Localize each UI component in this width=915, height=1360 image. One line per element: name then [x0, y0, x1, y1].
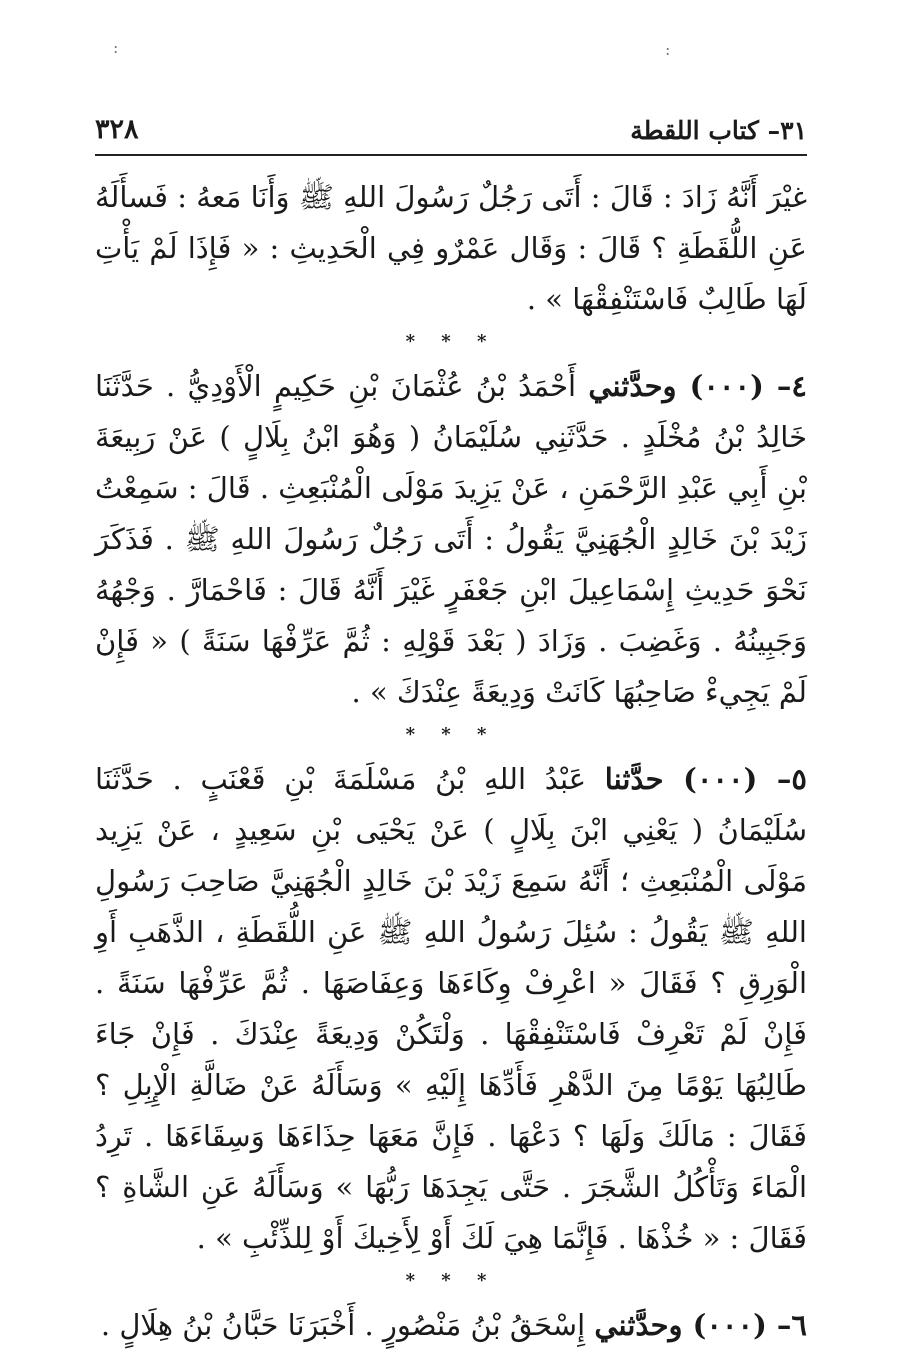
section-separator: * * *: [405, 1270, 497, 1291]
body-text: [95, 172, 807, 1351]
hadith-6: [95, 1300, 807, 1351]
section-separator: * * *: [405, 724, 497, 745]
hadith-6-intro: ٦– (٠٠٠) وحدَّثني: [594, 1308, 807, 1342]
hadith-5: [95, 754, 807, 1264]
margin-mark-right: :: [665, 40, 671, 59]
paragraph-1: غيْرَ أَنَّهُ زَادَ : قَالَ : أَتَى رَجُلٌ رَسُولَ اللهِ ﷺ وَأَنَا مَعهُ : فَسأَلَهُ عَنِ اللُّقَطَةِ ؟ قَالَ : وَقَال عَمْرٌو فِي الْحَدِيثِ : « فَإِذَا لَمْ يَأْتِ لَهَا طَالِبٌ فَاسْتَنْفِقْهَا » .: [95, 180, 807, 316]
hadith-5-intro: ٥– (٠٠٠) حدَّثنا: [604, 762, 807, 796]
header-rule: [95, 154, 807, 156]
hadith-4: [95, 361, 807, 718]
page-number: ٣٢٨: [95, 114, 139, 145]
section-separator: * * *: [405, 331, 497, 352]
margin-mark-left: :: [113, 38, 119, 57]
page-header: [95, 110, 807, 150]
chapter-title: ٣١– كتاب اللقطة: [630, 116, 807, 145]
hadith-4-text: أَحْمَدُ بْنُ عُثْمَانَ بْنِ حَكِيمٍ الْأَوْدِيُّ . حَدَّثَنَا خَالِدُ بْنُ مُخْلَدٍ . حَدَّثَنِي سُلَيْمَانُ ( وَهُوَ ابْنُ بِلَالٍ ) عَنْ رَبِيعَةَ بْنِ أَبِي عَبْدِ الرَّحْمَنِ ، عَنْ يَزِيدَ مَوْلَى الْمُنْبَعِثِ . قَالَ : سَمِعْتُ زَيْدَ بْنَ خَالِدٍ الْجُهَنِيَّ يَقُولُ : أَتَى رَجُلٌ رَسُولَ اللهِ ﷺ . فَذَكَرَ نَحْوَ حَدِيثِ إِسْمَاعِيلَ ابْنِ جَعْفَرٍ غَيْرَ أَنَّهُ قَالَ : فَاحْمَارَّ . وَجْهُهُ وَجَبِينُهُ . وَغَضِبَ . وَزَادَ ( بَعْدَ قَوْلِهِ : ثُمَّ عَرِّفْهَا سَنَةً ) « فَإِنْ لَمْ يَجِيءْ صَاحِبُهَا كَانَتْ وَدِيعَةً عِنْدَكَ » .: [95, 369, 807, 709]
hadith-5-text: عَبْدُ اللهِ بْنُ مَسْلَمَةَ بْنِ قَعْنَبٍ . حَدَّثَنَا سُلَيْمَانُ ( يَعْنِي ابْنَ بِلَالٍ ) عَنْ يَحْيَى بْنِ سَعِيدٍ ، عَنْ يَزِيد مَوْلَى الْمُنْبَعِثِ ؛ أَنَّهُ سَمِعَ زَيْدَ بْنَ خَالِدٍ الْجُهَنِيَّ صَاحِبَ رَسُولِ اللهِ ﷺ يَقُولُ : سُئِلَ رَسُولُ اللهِ ﷺ عَنِ اللُّقَطَةِ ، الذَّهَبِ أَوِ الْوَرِقِ ؟ فَقَالَ « اعْرِفْ وِكَاءَهَا وَعِفَاصَهَا . ثُمَّ عَرِّفْهَا سَنَةً . فَإِنْ لَمْ تَعْرِفْ فَاسْتَنْفِقْهَا . وَلْتَكُنْ وَدِيعَةً عِنْدَكَ . فَإِنْ جَاءَ طَالِبُهَا يَوْمًا مِنَ الدَّهْرِ فَأَدِّهَا إِلَيْهِ » وَسَأَلَهُ عَنْ ضَالَّةِ الْإِبِلِ ؟ فَقَالَ : مَالَكَ وَلَهَا ؟ دَعْهَا . فَإِنَّ مَعَهَا حِذَاءَهَا وَسِقَاءَهَا . تَرِدُ الْمَاءَ وَتَأْكُلُ الشَّجَرَ . حَتَّى يَجِدَهَا رَبُّهَا » وَسَأَلَهُ عَنِ الشَّاةِ ؟ فَقَالَ : « خُذْهَا . فَإِنَّمَا هِيَ لَكَ أَوْ لِأَخِيكَ أَوْ لِلذِّئْبِ » .: [95, 762, 807, 1255]
hadith-6-text: إِسْحَقُ بْنُ مَنْصُورٍ . أَخْبَرَنَا حَبَّانُ بْنُ هِلَالٍ .: [100, 1308, 595, 1342]
hadith-4-intro: ٤– (٠٠٠) وحدَّثني: [588, 369, 807, 403]
